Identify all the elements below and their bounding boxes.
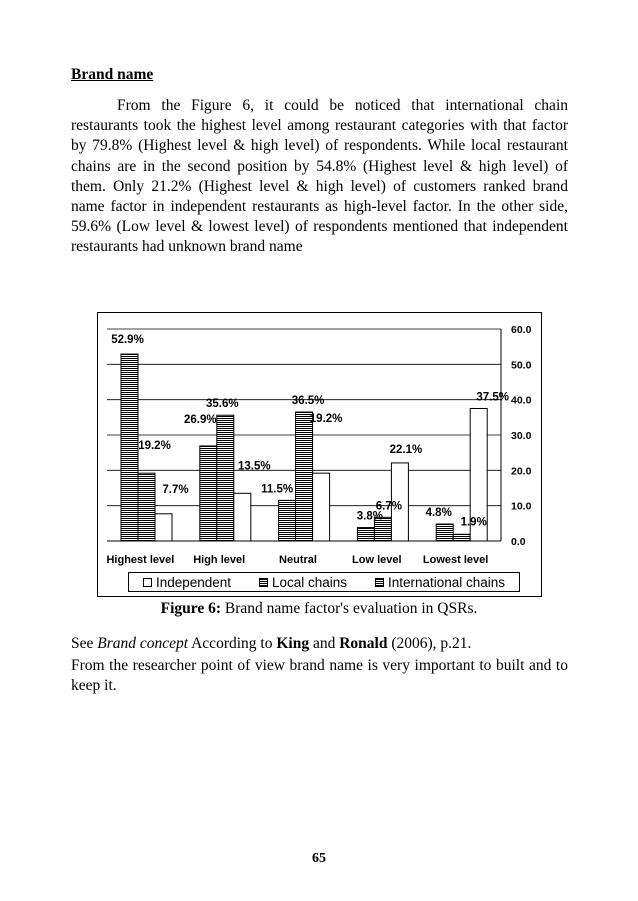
data-label: 37.5% bbox=[476, 391, 510, 404]
y-tick-label: 60.0 bbox=[511, 324, 532, 336]
y-tick-label: 30.0 bbox=[511, 430, 532, 442]
bar-local bbox=[296, 412, 313, 541]
ref-and: and bbox=[309, 635, 340, 652]
bar-local bbox=[138, 473, 155, 541]
bar-independent bbox=[200, 446, 217, 541]
data-label: 36.5% bbox=[291, 395, 325, 408]
legend-label-local: Local chains bbox=[271, 574, 348, 590]
bar-chart bbox=[97, 312, 544, 598]
legend-swatch-local bbox=[259, 578, 268, 587]
figure-caption-text: Brand name factor's evaluation in QSRs. bbox=[221, 600, 478, 617]
ref-author-king: King bbox=[276, 635, 310, 652]
researcher-note: From the researcher point of view brand name is very important to built and to keep it. bbox=[71, 657, 568, 695]
data-label: 1.9% bbox=[460, 516, 487, 529]
ref-pre: See bbox=[71, 635, 98, 652]
data-label: 7.7% bbox=[162, 483, 189, 496]
y-tick-label: 0.0 bbox=[511, 536, 526, 548]
data-label: 52.9% bbox=[111, 334, 144, 347]
figure-caption-label: Figure 6: bbox=[160, 600, 222, 617]
legend-swatch-independent bbox=[143, 578, 152, 587]
x-tick-label: Neutral bbox=[279, 554, 317, 566]
bar-local bbox=[453, 534, 470, 541]
figure-chart bbox=[97, 312, 544, 598]
data-label: 35.6% bbox=[205, 398, 239, 411]
x-tick-label: Highest level bbox=[106, 554, 175, 566]
y-tick-label: 40.0 bbox=[511, 394, 532, 407]
data-label: 22.1% bbox=[389, 443, 423, 456]
section-heading: Brand name bbox=[71, 66, 154, 83]
data-label: 19.2% bbox=[309, 413, 343, 426]
y-tick-label: 20.0 bbox=[511, 465, 532, 478]
bar-international bbox=[155, 514, 172, 541]
bar-independent bbox=[121, 354, 138, 541]
ref-mid: According to bbox=[188, 635, 277, 652]
data-label: 3.8% bbox=[356, 510, 384, 523]
data-label: 6.7% bbox=[375, 500, 403, 513]
legend-item-local bbox=[259, 575, 347, 590]
legend-swatch-international bbox=[375, 578, 384, 587]
bar-independent bbox=[357, 528, 374, 541]
data-label: 13.5% bbox=[237, 460, 271, 473]
bar-local bbox=[217, 415, 234, 541]
figure-caption bbox=[0, 600, 638, 618]
data-label: 26.9% bbox=[183, 413, 217, 426]
legend-item-international bbox=[375, 575, 505, 590]
bar-international bbox=[313, 473, 330, 541]
legend-item-independent bbox=[143, 575, 231, 590]
x-tick-label: Low level bbox=[352, 554, 402, 566]
legend-label-independent: Independent bbox=[155, 574, 232, 590]
ref-author-ronald: Ronald bbox=[339, 635, 388, 652]
data-label: 4.8% bbox=[425, 507, 452, 520]
data-label: 11.5% bbox=[261, 483, 294, 496]
reference-line bbox=[71, 634, 568, 654]
y-tick-label: 50.0 bbox=[511, 359, 532, 372]
x-tick-label: Lowest level bbox=[422, 554, 489, 566]
bar-international bbox=[234, 493, 251, 541]
bar-independent bbox=[436, 524, 453, 541]
bar-independent bbox=[279, 500, 296, 541]
y-tick-label: 10.0 bbox=[511, 500, 532, 513]
chart-legend bbox=[128, 572, 520, 592]
ref-concept: Brand concept bbox=[97, 635, 189, 652]
body-paragraph: From the Figure 6, it could be noticed that international chain restaurants took the highest level among restaurant categories with that factor by 79.8% (Highest level & high level) of respondents. While local restaurant chains are in the second position by 54.8% (Highest level & high level) of them. Only 21.2% (Highest level & high level) of customers ranked brand name factor in independent restaurants as high-level factor. In the other side, 59.6% (Low level & lowest level) of respondents mentioned that independent restaurants had unknown brand name bbox=[71, 97, 568, 256]
page-number: 65 bbox=[312, 851, 326, 866]
x-tick-label: High level bbox=[193, 554, 246, 566]
legend-label-international: International chains bbox=[387, 574, 506, 590]
data-label: 19.2% bbox=[138, 440, 171, 453]
ref-post: (2006), p.21. bbox=[387, 635, 472, 652]
